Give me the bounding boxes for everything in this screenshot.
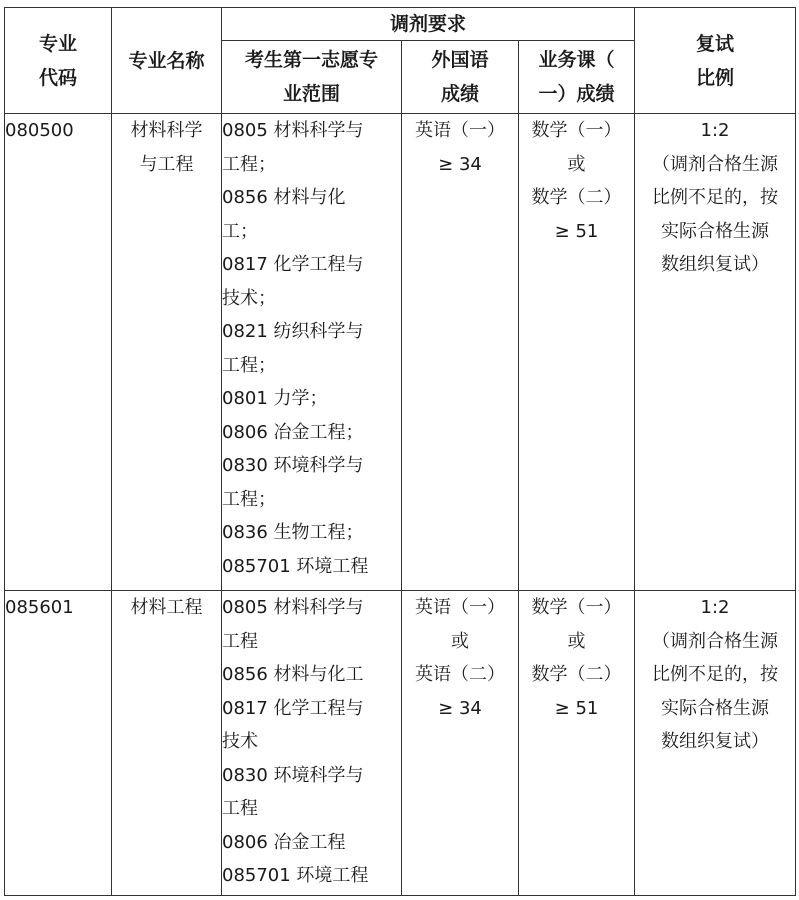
cell-text: 实际合格生源 — [661, 697, 769, 719]
table-row — [5, 591, 796, 896]
cell-text: （调剂合格生源 — [652, 153, 778, 175]
cell-text: 数学（二） — [531, 664, 622, 685]
header-foreign-language-score — [402, 41, 519, 114]
header-text: 调剂要求 — [389, 13, 466, 35]
cell-text: 工程； — [222, 488, 276, 510]
major-code-cell — [5, 591, 112, 896]
header-text: 成绩 — [440, 83, 479, 105]
cell-text: ≥ 34 — [438, 697, 482, 719]
cell-text: 0806 冶金工程 — [222, 831, 346, 853]
cell-text: 数学（二） — [531, 187, 622, 208]
header-business-course-score — [519, 41, 635, 114]
cell-text: 英语（一） — [415, 597, 505, 618]
cell-text: 1:2 — [700, 597, 730, 618]
header-text: 外国语 — [431, 49, 489, 71]
cell-text: 或 — [567, 630, 586, 652]
cell-text: 085701 环境工程 — [222, 555, 369, 577]
first-choice-scope-cell — [222, 114, 402, 591]
cell-text: 085601 — [5, 597, 74, 618]
cell-text: 工程； — [222, 354, 276, 376]
cell-text: 0856 材料与化 — [222, 187, 346, 208]
cell-text: 0805 材料科学与 — [222, 597, 364, 618]
cell-text: 0805 材料科学与 — [222, 120, 364, 141]
cell-text: 0830 环境科学与 — [222, 764, 364, 786]
cell-text: 数组织复试） — [661, 731, 769, 752]
cell-text: （调剂合格生源 — [652, 630, 778, 652]
header-text: 专业名称 — [128, 49, 205, 72]
cell-text: 材料工程 — [130, 597, 203, 618]
header-text: 一）成绩 — [538, 83, 615, 105]
cell-text: 或 — [567, 153, 586, 175]
cell-text: 0836 生物工程； — [222, 522, 364, 543]
cell-text: 0817 化学工程与 — [222, 254, 364, 275]
cell-text: 085701 环境工程 — [222, 865, 369, 886]
cell-text: 英语（一） — [415, 120, 505, 141]
cell-text: ≥ 34 — [438, 153, 482, 175]
cell-text: 英语（二） — [415, 664, 505, 685]
foreign-language-cell — [402, 114, 519, 591]
cell-text: 与工程 — [139, 153, 194, 175]
header-major-code — [5, 8, 112, 114]
cell-text: 0856 材料与化工 — [222, 664, 364, 685]
cell-text: 材料科学 — [130, 120, 203, 141]
cell-text: ≥ 51 — [554, 220, 599, 242]
first-choice-scope-cell — [222, 591, 402, 896]
header-text: 业范围 — [282, 83, 340, 105]
retest-ratio-cell — [635, 591, 796, 896]
cell-text: 实际合格生源 — [661, 220, 769, 242]
major-name-cell — [112, 591, 222, 896]
adjustment-requirements-table — [4, 7, 796, 896]
cell-text: 0821 纺织科学与 — [222, 321, 364, 342]
retest-ratio-cell — [635, 114, 796, 591]
header-text: 比例 — [695, 66, 734, 89]
business-course-cell — [519, 114, 635, 591]
cell-text: 0801 力学； — [222, 388, 328, 409]
cell-text: 0817 化学工程与 — [222, 697, 364, 719]
cell-text: 比例不足的，按 — [652, 187, 778, 208]
cell-text: 或 — [451, 630, 469, 652]
cell-text: 工程 — [222, 798, 258, 819]
cell-text: ≥ 51 — [554, 697, 599, 719]
header-major-name — [112, 8, 222, 114]
header-adjustment-requirements — [222, 8, 635, 41]
cell-text: 工程 — [222, 630, 258, 652]
cell-text: 1:2 — [700, 120, 730, 141]
header-text: 考生第一志愿专 — [244, 49, 378, 71]
cell-text: 0806 冶金工程； — [222, 421, 364, 443]
business-course-cell — [519, 591, 635, 896]
cell-text: 数组织复试） — [661, 254, 769, 275]
table-row — [5, 114, 796, 591]
cell-text: 技术； — [222, 287, 276, 309]
cell-text: 比例不足的，按 — [652, 664, 778, 685]
major-name-cell — [112, 114, 222, 591]
header-text: 业务课（ — [538, 49, 615, 71]
major-code-cell — [5, 114, 112, 591]
foreign-language-cell — [402, 591, 519, 896]
cell-text: 数学（一） — [531, 597, 622, 618]
cell-text: 数学（一） — [531, 120, 622, 141]
header-text: 复试 — [695, 32, 734, 55]
cell-text: 0830 环境科学与 — [222, 455, 364, 476]
cell-text: 技术 — [222, 731, 258, 752]
header-text: 专业 — [38, 32, 77, 55]
cell-text: 工； — [222, 220, 258, 242]
header-text: 代码 — [38, 66, 77, 89]
header-retest-ratio — [635, 8, 796, 114]
header-first-choice-scope — [222, 41, 402, 114]
cell-text: 080500 — [5, 120, 74, 141]
header-row-top — [5, 8, 796, 41]
cell-text: 工程； — [222, 153, 276, 175]
